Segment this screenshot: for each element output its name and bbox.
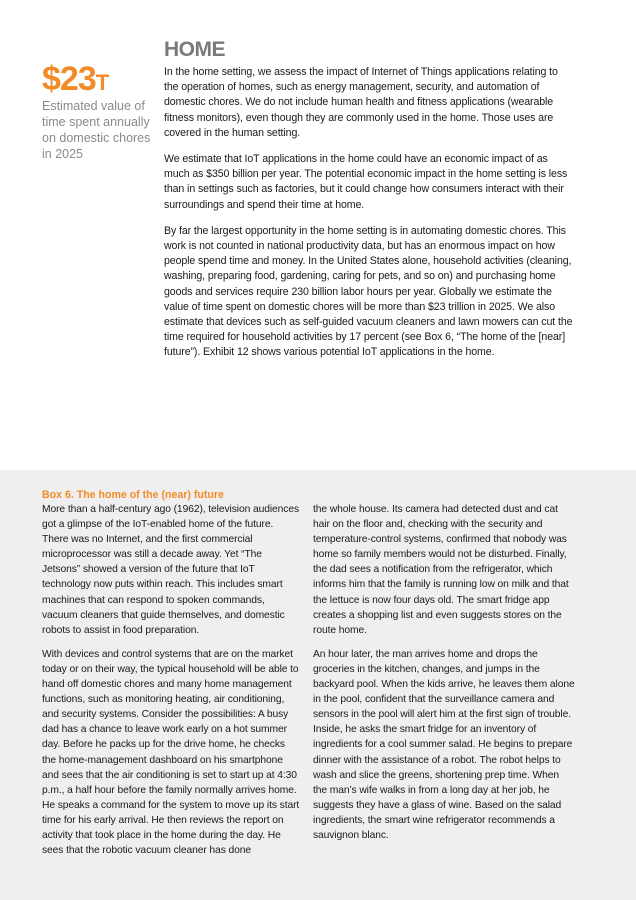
box-title: Box 6. The home of the (near) future — [42, 489, 224, 501]
stat-caption: Estimated value of time spent annually on domestic chores in 2025 — [42, 99, 151, 161]
main-paragraph-3: By far the largest opportunity in the home setting is in automating domestic chores. This work is not counted in national productivity data, but has an enormous impact on how people spend time and money. In the United States alone, household activities (cleaning, washing, preparing food, gardening, caring for pets, and so on) and purchasing home goods and services require 230 billion labor hours per year. Globally we estimate the value of time spent on domestic chores will be more than $23 trillion in 2025. We also estimate that devices such as self-guided vacuum cleaners and lawn mowers can cut the time required for household activities by 17 percent (see Box 6, “The home of the [near] future”). Exhibit 12 shows various potential IoT applications in the home. — [164, 224, 573, 359]
stat-unit: T — [95, 70, 109, 95]
box-paragraph-4: An hour later, the man arrives home and drops the groceries in the kitchen, changes, and jumps in the backyard pool. When the kids arrive, he leaves them alone in the pool, confident that the surveillance camera and sensors in the pool will alert him at the first sign of trouble. Inside, he asks the smart fridge for an inventory of ingredients for a cool summer salad. He begins to prepare dinner with the assistance of a robot. The robot helps to wash and slice the greens, shortening prep time. When the man’s wife walks in from a long day at her job, he suggests they have a glass of wine. Based on the salad ingredients, the smart wine refrigerator recommends a sauvignon blanc. — [313, 648, 575, 841]
stat-number: $23 — [42, 60, 96, 98]
box-column-right — [313, 502, 575, 852]
box-column-left — [42, 502, 300, 867]
stat-value — [42, 62, 154, 96]
stat-callout — [42, 62, 154, 162]
box-paragraph-1: More than a half-century ago (1962), television audiences got a glimpse of the IoT-enabled home of the future. There was no Internet, and the first commercial microprocessor was still a decade away. Yet “The Jetsons” showed a version of the future that IoT technology now puts within reach. This includes smart machines that can respond to spoken commands, vacuum cleaners that guide themselves, and domestic robots to assist in food preparation. — [42, 504, 300, 636]
main-content — [164, 38, 574, 372]
section-title: HOME — [164, 38, 225, 61]
box-paragraph-2: With devices and control systems that are on the market today or on their way, the typical household will be able to hand off domestic chores and many home management functions, such as monitoring heating, air conditioning, and security systems. Consider the possibilities: A busy dad has a chance to leave work early on a hot summer day. Before he packs up for the drive home, he checks the home-management dashboard on his smartphone and sees that the air conditioning is set to start up at 4:30 p.m., a half hour before the family normally arrives home. He speaks a command for the system to move up its start time for his early arrival. He then reviews the report on activity that took place in the home during the day. He sees that the robotic vacuum cleaner has done — [42, 648, 300, 857]
box-paragraph-3: the whole house. Its camera had detected dust and cat hair on the floor and, checking with the security and temperature-control systems, confirmed that nobody was home so family members would not be disturbed. Finally, the dad sees a notification from the refrigerator, which informs him that the family is running low on milk and that the lettuce is now four days old. The smart fridge app creates a shopping list and even suggests stores on the route home. — [313, 504, 569, 636]
main-paragraph-1: In the home setting, we assess the impact of Internet of Things applications relating to the operation of homes, such as energy management, security, and automation of domestic chores. We do not include human health and fitness applications (wearable fitness monitors), even though they are commonly used in the home. Those uses are covered in the human setting. — [164, 66, 558, 139]
main-paragraph-2: We estimate that IoT applications in the home could have an economic impact of as much as $350 billion per year. The potential economic impact in the home setting is less than in settings such as factories, but it could change how consumers interact with their surroundings and spend their time at home. — [164, 153, 568, 211]
